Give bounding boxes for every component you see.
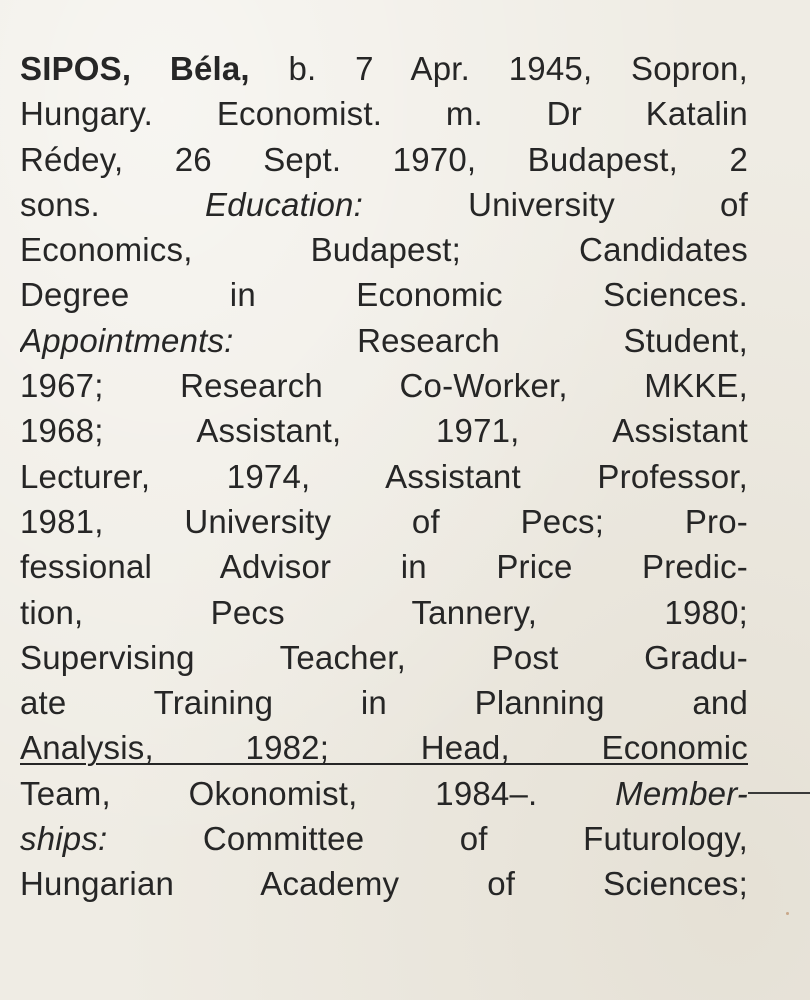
biography-entry [20,46,748,907]
text-line-11: 1981, University of Pecs; Pro- [20,502,748,540]
paper-speck [786,912,789,915]
text-line-9: 1968; Assistant, 1971, Assistant [20,412,748,450]
text-segment: Research Student, [233,321,748,359]
text-line-4 [20,182,748,227]
entry-name: SIPOS, Béla, [20,50,289,87]
birth-info: b. 7 Apr. 1945, Sopron, [288,50,748,87]
text-line-1 [20,46,748,91]
appointments-heading: Appointments: [20,321,234,359]
text-line-2: Hungary. Economist. m. Dr Katalin [20,95,748,133]
text-line-6: Degree in Economic Sciences. [20,276,748,314]
text-line-19: Hungarian Academy of Sciences; [20,865,748,903]
text-line-14: Supervising Teacher, Post Gradu- [20,638,748,676]
memberships-heading: Member- [615,774,748,812]
text-segment: Team, Okonomist, 1984–. [20,774,616,812]
text-line-10: Lecturer, 1974, Assistant Professor, [20,457,748,495]
text-line-13: tion, Pecs Tannery, 1980; [20,593,748,631]
text-line-8: 1967; Research Co-Worker, MKKE, [20,367,748,405]
text-line-15: ate Training in Planning and [20,684,748,722]
education-heading: Education: [205,185,363,223]
text-line-18 [20,816,748,861]
text-line-3: Rédey, 26 Sept. 1970, Budapest, 2 [20,140,748,178]
memberships-heading-cont: ships: [20,820,108,858]
text-line-12: fessional Advisor in Price Predic- [20,548,748,586]
text-line-5: Economics, Budapest; Candidates [20,231,748,269]
text-segment: Committee of Futurology, [107,820,748,858]
text-line-7 [20,318,748,363]
text-line-16: Analysis, 1982; Head, Economic [20,729,748,767]
text-segment: sons. [20,185,205,223]
text-segment: University of [362,185,748,223]
text-line-17 [20,771,748,816]
stray-underline-mark [748,792,810,794]
